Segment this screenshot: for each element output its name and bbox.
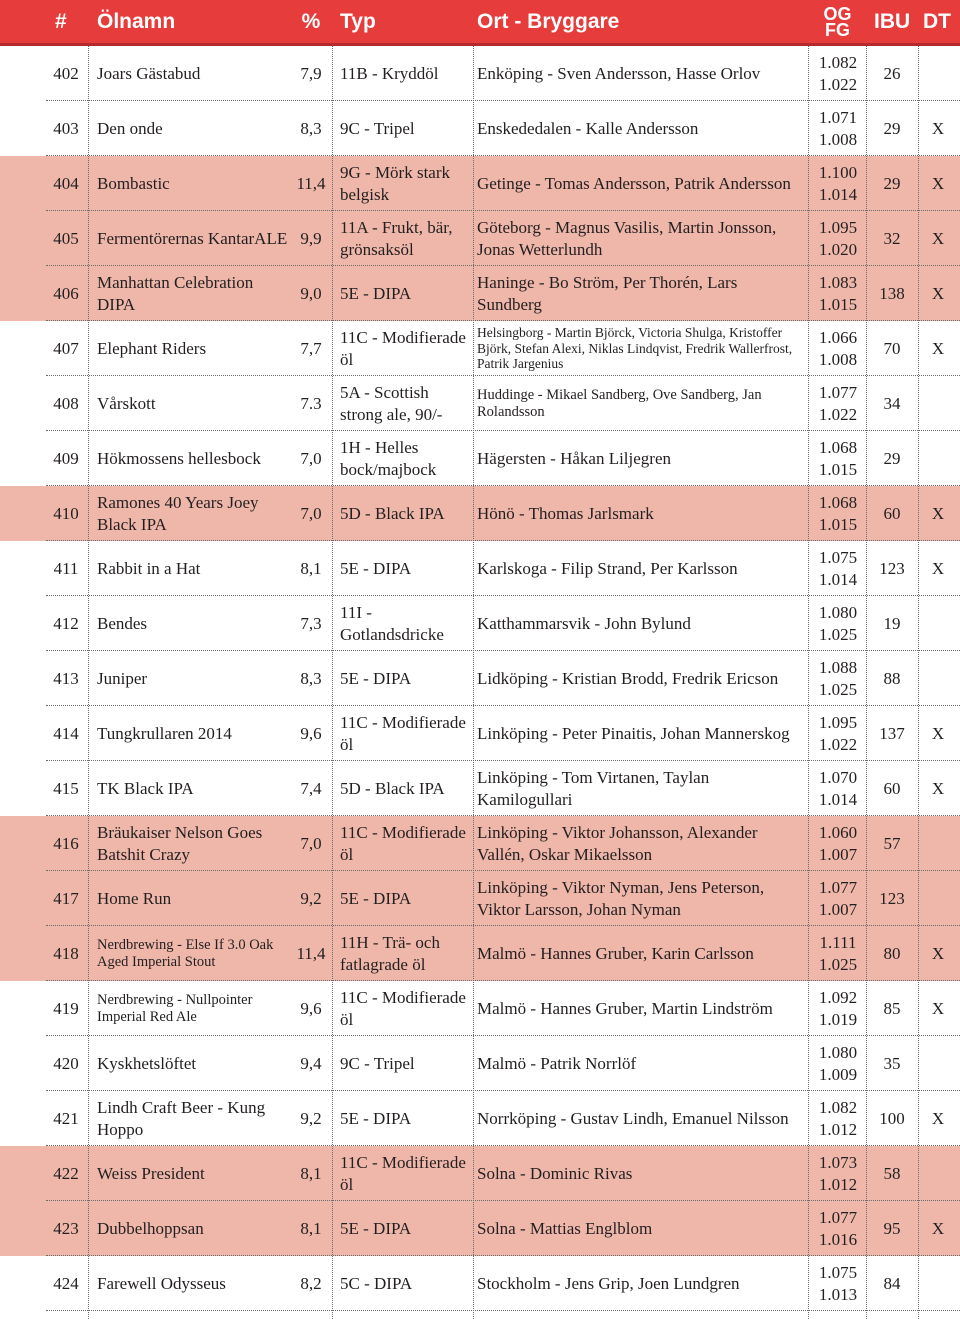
beer-name: Bendes — [97, 613, 148, 633]
header-number: # — [55, 9, 67, 33]
beer-abv: 9,4 — [300, 1053, 322, 1073]
beer-number: 414 — [53, 723, 79, 743]
beer-number: 403 — [53, 118, 79, 138]
beer-ibu: 19 — [883, 613, 901, 633]
beer-abv: 9,6 — [300, 723, 322, 743]
beer-number: 416 — [53, 833, 79, 853]
beer-name: Vårskott — [97, 393, 156, 413]
beer-name: Home Run — [97, 888, 172, 908]
beer-name: Hökmossens hellesbock — [97, 448, 261, 468]
table-row — [0, 321, 960, 376]
table-row — [0, 101, 960, 156]
table-row — [0, 871, 960, 926]
beer-abv: 8,2 — [300, 1273, 322, 1293]
table-row — [0, 1201, 960, 1256]
header-style: Typ — [340, 9, 376, 33]
beer-style: 11I - Gotlandsdricke — [340, 602, 444, 644]
beer-dt-mark: X — [931, 723, 945, 743]
gravity-cell — [812, 871, 864, 926]
beer-dt-mark: X — [931, 503, 945, 523]
beer-number: 417 — [53, 888, 79, 908]
beer-style: 9C - Tripel — [340, 118, 415, 138]
beer-abv: 8,3 — [300, 668, 322, 688]
original-gravity: 1.082 — [818, 52, 858, 72]
beer-style: 5E - DIPA — [340, 1218, 412, 1238]
beer-style: 5C - DIPA — [340, 1273, 413, 1293]
table-row — [0, 431, 960, 486]
beer-dt-mark: X — [931, 943, 945, 963]
beer-ibu: 34 — [883, 393, 901, 413]
beer-style: 9C - Tripel — [340, 1053, 415, 1073]
gravity-cell — [812, 816, 864, 871]
beer-name: TK Black IPA — [97, 778, 194, 798]
beer-ibu: 60 — [883, 503, 901, 523]
beer-name: Rabbit in a Hat — [97, 558, 201, 578]
gravity-cell — [812, 46, 864, 101]
gravity-cell — [812, 431, 864, 486]
beer-name: Joars Gästabud — [97, 63, 201, 83]
final-gravity: 1.014 — [818, 569, 858, 589]
beer-dt-mark: X — [931, 1108, 945, 1128]
beer-dt-mark — [924, 376, 952, 431]
beer-dt-mark: X — [931, 173, 945, 193]
beer-location-brewer: Haninge - Bo Ström, Per Thorén, Lars Sundberg — [477, 272, 738, 314]
beer-abv: 7,9 — [300, 63, 322, 83]
beer-ibu: 29 — [883, 448, 901, 468]
beer-number: 411 — [53, 558, 79, 578]
beer-location-brewer: Enköping - Sven Andersson, Hasse Orlov — [477, 63, 761, 83]
gravity-cell — [812, 1201, 864, 1256]
beer-dt-mark — [924, 431, 952, 486]
header-dt: DT — [923, 9, 951, 33]
table-row — [0, 1256, 960, 1311]
original-gravity: 1.077 — [818, 382, 858, 402]
beer-name: Elephant Riders — [97, 338, 207, 358]
table-row — [0, 706, 960, 761]
header-og: OG — [823, 3, 852, 24]
beer-ibu: 60 — [883, 778, 901, 798]
beer-ibu: 85 — [883, 998, 901, 1018]
beer-ibu: 100 — [879, 1108, 905, 1128]
beer-ibu: 57 — [883, 833, 901, 853]
beer-abv: 8,1 — [300, 1163, 322, 1183]
beer-dt-mark — [924, 651, 952, 706]
gravity-cell — [812, 926, 864, 981]
beer-style: 11A - Frukt, bär, grönsaksöl — [340, 217, 453, 259]
beer-dt-mark — [924, 46, 952, 101]
beer-number: 405 — [53, 228, 79, 248]
gravity-cell — [812, 376, 864, 431]
table-row — [0, 651, 960, 706]
beer-number: 409 — [53, 448, 79, 468]
table-row — [0, 486, 960, 541]
final-gravity: 1.022 — [818, 404, 858, 424]
beer-ibu: 123 — [879, 888, 905, 908]
beer-abv: 7,0 — [300, 448, 322, 468]
beer-name: Kyskhetslöftet — [97, 1053, 197, 1073]
original-gravity: 1.071 — [818, 107, 858, 127]
table-row — [0, 266, 960, 321]
table-row — [0, 981, 960, 1036]
header-og-fg — [815, 0, 860, 43]
beer-name: Manhattan Celebration DIPA — [97, 272, 254, 314]
final-gravity: 1.015 — [818, 459, 858, 479]
header-fg: FG — [825, 19, 850, 40]
beer-name: Lindh Craft Beer - Kung Hoppo — [97, 1097, 266, 1139]
beer-number: 421 — [53, 1108, 79, 1128]
beer-ibu: 29 — [883, 118, 901, 138]
original-gravity: 1.080 — [818, 1042, 858, 1062]
beer-dt-mark: X — [931, 338, 945, 358]
beer-style: 5E - DIPA — [340, 283, 412, 303]
final-gravity: 1.016 — [818, 1229, 858, 1249]
gravity-cell — [812, 1091, 864, 1146]
gravity-cell — [812, 156, 864, 211]
final-gravity: 1.025 — [818, 624, 858, 644]
final-gravity: 1.015 — [818, 294, 858, 314]
beer-abv: 9,9 — [300, 228, 322, 248]
beer-ibu: 84 — [883, 1273, 901, 1293]
beer-location-brewer: Linköping - Tom Virtanen, Taylan Kamilogullari — [477, 767, 710, 809]
beer-location-brewer: Malmö - Hannes Gruber, Karin Carlsson — [477, 943, 754, 963]
original-gravity: 1.088 — [818, 657, 858, 677]
table-row — [0, 1091, 960, 1146]
beer-ibu: 26 — [883, 63, 901, 83]
original-gravity: 1.083 — [818, 272, 858, 292]
beer-name: Den onde — [97, 118, 163, 138]
column-divider — [88, 46, 89, 1319]
final-gravity: 1.012 — [818, 1174, 858, 1194]
beer-location-brewer: Helsingborg - Martin Björck, Victoria Shulga, Kristoffer Björk, Stefan Alexi, Niklas Lindqvist, Fredrik Wallerfrost, Patrik Jargenius — [477, 325, 793, 372]
gravity-cell — [812, 266, 864, 321]
beer-location-brewer: Getinge - Tomas Andersson, Patrik Andersson — [477, 173, 791, 193]
beer-ibu: 88 — [883, 668, 901, 688]
beer-dt-mark — [924, 1256, 952, 1311]
beer-dt-mark — [924, 1036, 952, 1091]
beer-dt-mark: X — [931, 558, 945, 578]
original-gravity: 1.082 — [818, 1097, 858, 1117]
original-gravity: 1.080 — [818, 602, 858, 622]
final-gravity: 1.007 — [818, 844, 858, 864]
original-gravity: 1.092 — [818, 987, 858, 1007]
beer-style: 11C - Modifierade öl — [340, 712, 466, 754]
beer-ibu: 70 — [883, 338, 901, 358]
beer-style: 11C - Modifierade öl — [340, 987, 466, 1029]
beer-number: 415 — [53, 778, 79, 798]
beer-location-brewer: Göteborg - Magnus Vasilis, Martin Jonsson, Jonas Wetterlundh — [477, 217, 777, 259]
table-row — [0, 46, 960, 101]
beer-dt-mark: X — [931, 118, 945, 138]
beer-number: 406 — [53, 283, 79, 303]
beer-abv: 8,3 — [300, 118, 322, 138]
beer-location-brewer: Solna - Mattias Englblom — [477, 1218, 653, 1238]
gravity-cell — [812, 486, 864, 541]
final-gravity: 1.014 — [818, 789, 858, 809]
beer-location-brewer: Lidköping - Kristian Brodd, Fredrik Ericson — [477, 668, 779, 688]
beer-dt-mark — [924, 871, 952, 926]
gravity-cell — [812, 101, 864, 156]
table-row — [0, 211, 960, 266]
beer-ibu: 29 — [883, 173, 901, 193]
beer-abv: 9,2 — [300, 1108, 322, 1128]
beer-abv: 7,3 — [300, 613, 322, 633]
beer-style: 11C - Modifierade öl — [340, 822, 466, 864]
table-header — [0, 0, 960, 46]
beer-name: Ramones 40 Years Joey Black IPA — [97, 492, 259, 534]
gravity-cell — [812, 596, 864, 651]
table-row — [0, 1146, 960, 1201]
final-gravity: 1.012 — [818, 1119, 858, 1139]
beer-style: 5E - DIPA — [340, 558, 412, 578]
beer-location-brewer: Norrköping - Gustav Lindh, Emanuel Nilsson — [477, 1108, 789, 1128]
table-row — [0, 156, 960, 211]
beer-number: 407 — [53, 338, 79, 358]
header-abv: % — [301, 9, 321, 33]
beer-style: 11C - Modifierade öl — [340, 1152, 466, 1194]
beer-number: 402 — [53, 63, 79, 83]
beer-location-brewer: Katthammarsvik - John Bylund — [477, 613, 691, 633]
beer-abv: 7,0 — [300, 503, 322, 523]
gravity-cell — [812, 761, 864, 816]
beer-location-brewer: Hönö - Thomas Jarlsmark — [477, 503, 654, 523]
gravity-cell — [812, 706, 864, 761]
beer-abv: 9,0 — [300, 283, 322, 303]
beer-name: Farewell Odysseus — [97, 1273, 226, 1293]
beer-location-brewer: Malmö - Hannes Gruber, Martin Lindström — [477, 998, 773, 1018]
beer-name: Nerdbrewing - Nullpointer Imperial Red Ale — [97, 991, 253, 1025]
beer-dt-mark — [924, 816, 952, 871]
beer-number: 423 — [53, 1218, 79, 1238]
beer-abv: 7.3 — [300, 393, 322, 413]
beer-number: 413 — [53, 668, 79, 688]
beer-style: 5D - Black IPA — [340, 503, 445, 523]
beer-dt-mark: X — [931, 283, 945, 303]
beer-number: 422 — [53, 1163, 79, 1183]
beer-ibu: 138 — [879, 283, 905, 303]
original-gravity: 1.075 — [818, 1262, 858, 1282]
final-gravity: 1.020 — [818, 239, 858, 259]
original-gravity: 1.068 — [818, 437, 858, 457]
column-divider — [918, 46, 919, 1319]
final-gravity: 1.007 — [818, 899, 858, 919]
beer-dt-mark: X — [931, 998, 945, 1018]
beer-style: 1H - Helles bock/majbock — [340, 437, 437, 479]
table-row — [0, 596, 960, 651]
original-gravity: 1.068 — [818, 492, 858, 512]
beer-location-brewer: Linköping - Viktor Johansson, Alexander Vallén, Oskar Mikaelsson — [477, 822, 758, 864]
beer-abv: 9,2 — [300, 888, 322, 908]
beer-number: 404 — [53, 173, 79, 193]
beer-abv: 11,4 — [296, 173, 326, 193]
beer-ibu: 123 — [879, 558, 905, 578]
beer-dt-mark: X — [931, 778, 945, 798]
final-gravity: 1.025 — [818, 679, 858, 699]
beer-name: Tungkrullaren 2014 — [97, 723, 232, 743]
beer-number: 408 — [53, 393, 79, 413]
original-gravity: 1.075 — [818, 547, 858, 567]
beer-dt-mark — [924, 596, 952, 651]
column-divider — [808, 46, 809, 1319]
column-divider — [866, 46, 867, 1319]
beer-abv: 11,4 — [296, 943, 326, 963]
beer-ibu: 32 — [883, 228, 901, 248]
beer-style: 5D - Black IPA — [340, 778, 445, 798]
beer-ibu: 80 — [883, 943, 901, 963]
beer-abv: 8,1 — [300, 558, 322, 578]
beer-location-brewer: Huddinge - Mikael Sandberg, Ove Sandberg, Jan Rolandsson — [477, 386, 762, 420]
final-gravity: 1.015 — [818, 514, 858, 534]
original-gravity: 1.060 — [818, 822, 858, 842]
beer-name: Bräukaiser Nelson Goes Batshit Crazy — [97, 822, 263, 864]
table-row — [0, 761, 960, 816]
beer-ibu: 137 — [879, 723, 905, 743]
beer-style: 11C - Modifierade öl — [340, 327, 466, 369]
original-gravity: 1.095 — [818, 217, 858, 237]
beer-location-brewer: Stockholm - Jens Grip, Joen Lundgren — [477, 1273, 740, 1293]
original-gravity: 1.066 — [818, 327, 858, 347]
original-gravity: 1.077 — [818, 1207, 858, 1227]
beer-number: 412 — [53, 613, 79, 633]
gravity-cell — [812, 321, 864, 376]
final-gravity: 1.008 — [818, 129, 858, 149]
beer-location-brewer: Linköping - Peter Pinaitis, Johan Mannerskog — [477, 723, 790, 743]
beer-abv: 9,6 — [300, 998, 322, 1018]
beer-name: Fermentörernas KantarALE — [97, 228, 288, 248]
gravity-cell — [812, 1256, 864, 1311]
beer-name: Dubbelhoppsan — [97, 1218, 204, 1238]
table-row — [0, 1036, 960, 1091]
gravity-cell — [812, 211, 864, 266]
beer-style: 5E - DIPA — [340, 888, 412, 908]
beer-style: 9G - Mörk stark belgisk — [340, 162, 451, 204]
beer-name: Nerdbrewing - Else If 3.0 Oak Aged Imperial Stout — [97, 936, 274, 970]
gravity-cell — [812, 541, 864, 596]
final-gravity: 1.022 — [818, 734, 858, 754]
beer-ibu: 95 — [883, 1218, 901, 1238]
beer-number: 418 — [53, 943, 79, 963]
gravity-cell — [812, 981, 864, 1036]
gravity-cell — [812, 1036, 864, 1091]
column-divider — [473, 46, 474, 1319]
table-row — [0, 816, 960, 871]
table-row — [0, 926, 960, 981]
beer-dt-mark: X — [931, 1218, 945, 1238]
beer-location-brewer: Karlskoga - Filip Strand, Per Karlsson — [477, 558, 738, 578]
original-gravity: 1.095 — [818, 712, 858, 732]
original-gravity: 1.111 — [819, 932, 857, 952]
beer-location-brewer: Hägersten - Håkan Liljegren — [477, 448, 671, 468]
beer-number: 410 — [53, 503, 79, 523]
beer-ibu: 58 — [883, 1163, 901, 1183]
gravity-cell — [812, 651, 864, 706]
beer-abv: 8,1 — [300, 1218, 322, 1238]
gravity-cell — [812, 1146, 864, 1201]
final-gravity: 1.009 — [818, 1064, 858, 1084]
beer-number: 419 — [53, 998, 79, 1018]
final-gravity: 1.008 — [818, 349, 858, 369]
table-row — [0, 376, 960, 431]
beer-location-brewer: Linköping - Viktor Nyman, Jens Peterson, Viktor Larsson, Johan Nyman — [477, 877, 765, 919]
beer-number: 424 — [53, 1273, 79, 1293]
beer-name: Juniper — [97, 668, 148, 688]
header-ibu: IBU — [874, 9, 911, 33]
final-gravity: 1.013 — [818, 1284, 858, 1304]
beer-dt-mark: X — [931, 228, 945, 248]
beer-location-brewer: Malmö - Patrik Norrlöf — [477, 1053, 637, 1073]
beer-style: 5E - DIPA — [340, 1108, 412, 1128]
beer-abv: 7,0 — [300, 833, 322, 853]
final-gravity: 1.022 — [818, 74, 858, 94]
beer-location-brewer: Solna - Dominic Rivas — [477, 1163, 633, 1183]
beer-style: 5E - DIPA — [340, 668, 412, 688]
beer-abv: 7,4 — [300, 778, 322, 798]
beer-name: Weiss President — [97, 1163, 205, 1183]
original-gravity: 1.070 — [818, 767, 858, 787]
original-gravity: 1.100 — [818, 162, 858, 182]
beer-number: 420 — [53, 1053, 79, 1073]
original-gravity: 1.073 — [818, 1152, 858, 1172]
beer-name: Bombastic — [97, 173, 170, 193]
column-divider — [332, 46, 333, 1319]
beer-style: 11H - Trä- och fatlagrade öl — [340, 932, 440, 974]
header-location-brewer: Ort - Bryggare — [477, 9, 620, 33]
final-gravity: 1.025 — [818, 954, 858, 974]
beer-ibu: 35 — [883, 1053, 901, 1073]
table-row — [0, 541, 960, 596]
final-gravity: 1.019 — [818, 1009, 858, 1029]
original-gravity: 1.077 — [818, 877, 858, 897]
final-gravity: 1.014 — [818, 184, 858, 204]
beer-abv: 7,7 — [300, 338, 322, 358]
beer-location-brewer: Enskededalen - Kalle Andersson — [477, 118, 699, 138]
beer-dt-mark — [924, 1146, 952, 1201]
beer-style: 5A - Scottish strong ale, 90/- — [340, 382, 443, 424]
beer-style: 11B - Kryddöl — [340, 63, 439, 83]
header-beer-name: Ölnamn — [97, 9, 176, 33]
